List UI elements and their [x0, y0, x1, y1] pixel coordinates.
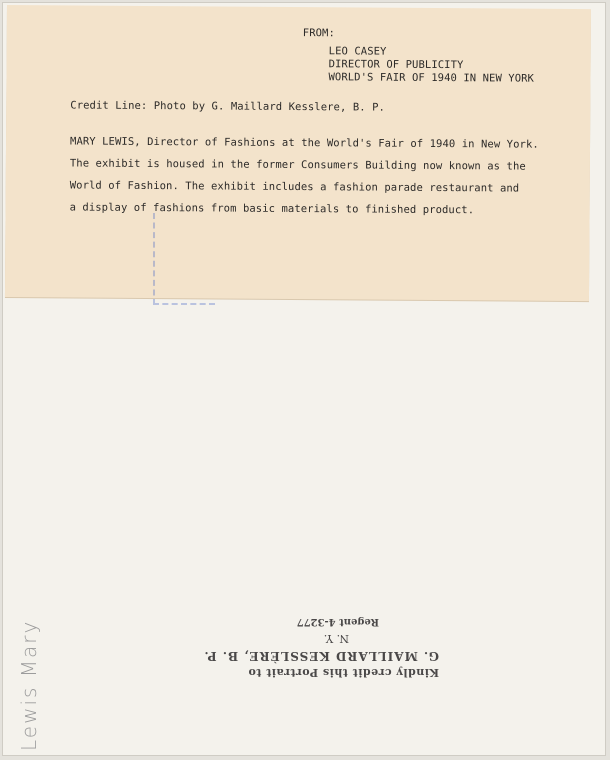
photographer-stamp: [199, 599, 439, 679]
from-label: FROM:: [302, 27, 335, 40]
credit-line: Credit Line: Photo by G. Maillard Kesslere, B. P.: [70, 99, 385, 114]
stamp-photographer-name: G. MAILLARD KESSLÈRE, B. P.: [203, 649, 439, 663]
from-title: DIRECTOR OF PUBLICITY: [328, 58, 464, 72]
stamp-phone: Regent 4-3277: [296, 616, 379, 627]
handwritten-name: Lewis Mary: [17, 619, 41, 751]
from-name: LEO CASEY: [328, 45, 387, 58]
from-organization: WORLD'S FAIR OF 1940 IN NEW YORK: [328, 71, 535, 85]
stamp-city: N. Y.: [323, 632, 349, 645]
press-release-slip: [5, 5, 591, 301]
photo-back-card: [2, 2, 606, 756]
stamp-credit-text: Kindly credit this Portrait to: [248, 666, 439, 679]
body-line: The exhibit is housed in the former Consumers Building now known as the: [69, 157, 526, 173]
body-line: MARY LEWIS, Director of Fashions at the World's Fair of 1940 in New York.: [70, 135, 539, 151]
body-line: a display of fashions from basic materials to finished product.: [69, 201, 475, 217]
faint-stamp-mark: [153, 213, 215, 305]
body-line: World of Fashion. The exhibit includes a fashion parade restaurant and: [69, 179, 520, 195]
